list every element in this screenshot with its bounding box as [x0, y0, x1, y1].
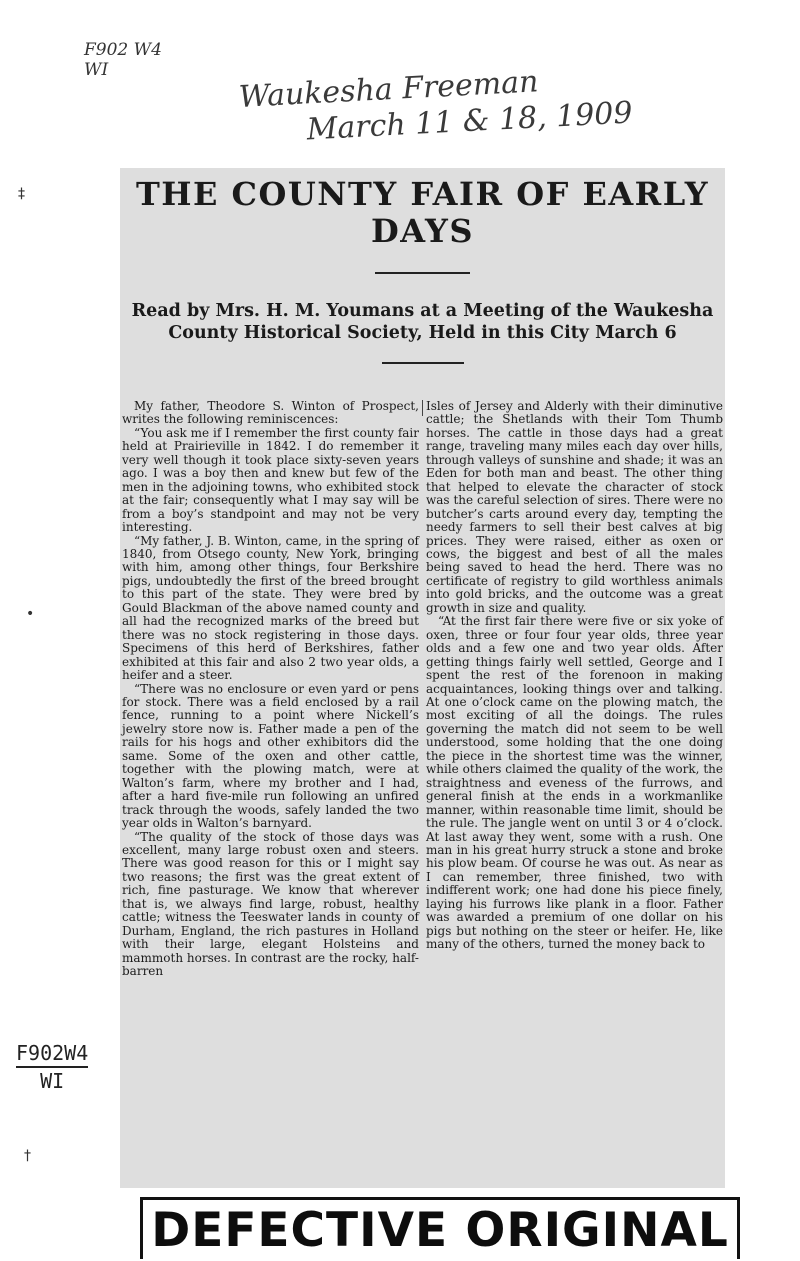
- call-number-line: WI: [40, 1069, 65, 1093]
- paragraph: “There was no enclosure or even yard or pens for stock. There was a field enclosed by a rail fence, running to a point where Nickell’s jewelry store now is. Father made a pen of the rails for his hogs and other exhibitors did the same. Some of the oxen and other cattle, together with the plowing match, were at Walton’s farm, where my brother and I had, after a hard five-mile run following an unfired track through the woods, safely landed the two year olds in Walton’s barnyard.: [122, 681, 419, 831]
- margin-mark-icon: •: [26, 606, 35, 622]
- call-number-line: WI: [84, 60, 109, 80]
- article-headline: THE COUNTY FAIR OF EARLY DAYS: [135, 175, 710, 250]
- paragraph: “You ask me if I remember the first county fair held at Prairieville in 1842. I do remember it very well though it took place sixty-seven years ago. I was a boy then and knew but few of the men in the adjoining towns, who exhibited stock at the fair; consequently what I may say will be from a boy’s standpoint and may not be very interesting.: [122, 425, 419, 535]
- call-number-side-annotation: [16, 1040, 88, 1094]
- margin-mark-icon: †: [24, 1148, 31, 1164]
- article-subheadline: Read by Mrs. H. M. Youmans at a Meeting of the Waukesha County Historical Society, Held in this City March 6: [131, 301, 714, 343]
- call-number-annotation: [84, 40, 162, 80]
- paragraph: “At the first fair there were five or six yoke of oxen, three or four four year olds, three year olds and a few one and two year olds. After getting things fairly well settled, George and I spent the rest of the forenoon in making acquaintances, looking things over and talking. At one o’clock came on the plowing match, the most exciting of all the doings. The rules governing the match did not seem to be well understood, some holding that the one doing the piece in the shortest time was the winner, while others claimed the quality of the work, the straightness and eveness of the furrows, and general finish at the ends in a workmanlike manner, within reasonable time limit, should be the rule. The jangle went on until 3 or 4 o’clock. At last away they went, some with a rush. One man in his great hurry struck a stone and broke his plow beam. Of course he was out. As near as I can remember, three finished, two with indifferent work; one had done his piece finely, laying his furrows like plank in a floor. Father was awarded a premium of one dollar on his pigs but nothing on the steer or heifer. He, like many of the others, turned the money back to: [426, 614, 723, 952]
- source-dates: March 11 & 18, 1909: [305, 95, 634, 148]
- newspaper-clipping: [120, 168, 725, 1188]
- headline-divider: [375, 272, 470, 274]
- article-column-left: [122, 400, 419, 1188]
- article-body: [122, 400, 723, 1188]
- paragraph: “My father, J. B. Winton, came, in the spring of 1840, from Otsego county, New York, bringing with him, among other things, four Berkshire pigs, undoubtedly the first of the breed brought to this part of the state. They were bred by Gould Blackman of the above named county and all had the recognized marks of the breed but there was no stock registering in those days. Specimens of this herd of Berkshires, father exhibited at this fair and also 2 two year olds, a heifer and a steer.: [122, 533, 419, 683]
- paragraph: “The quality of the stock of those days was excellent, many large robust oxen and steers. There was good reason for this or I might say two reasons; the first was the great extent of rich, fine pasturage. We know that wherever that is, we always find large, robust, healthy cattle; witness the Teeswater lands in county of Durham, England, the rich pastures in Holland with their large, elegant Holsteins and mammoth horses. In contrast are the rocky, half-barren: [122, 829, 419, 979]
- article-column-right: [426, 400, 723, 1188]
- defective-original-stamp: DEFECTIVE ORIGINAL: [140, 1197, 740, 1259]
- call-number-line: F902 W4: [84, 40, 162, 60]
- call-number-line: F902W4: [16, 1040, 88, 1068]
- subheadline-divider: [382, 362, 464, 364]
- column-divider: [422, 400, 423, 416]
- paragraph: Isles of Jersey and Alderly with their diminutive cattle; the Shetlands with their Tom Thumb horses. The cattle in those days had a great range, traveling many miles each day over hills, through valleys of sunshine and shade; it was an Eden for both man and beast. The other thing that helped to elevate the character of stock was the careful selection of sires. There were no butcher’s carts around every day, tempting the needy farmers to sell their best calves at big prices. They were raised, either as oxen or cows, the biggest and best of all the males being saved to head the herd. There was no certificate of registry to gild worthless animals into gold bricks, and the outcome was a great growth in size and quality.: [426, 399, 723, 615]
- source-publication: Waukesha Freeman: [238, 64, 540, 115]
- paragraph: My father, Theodore S. Winton of Prospect, writes the following reminiscences:: [122, 399, 419, 427]
- margin-mark-icon: ‡: [18, 186, 25, 202]
- handwritten-source-note: [238, 59, 633, 151]
